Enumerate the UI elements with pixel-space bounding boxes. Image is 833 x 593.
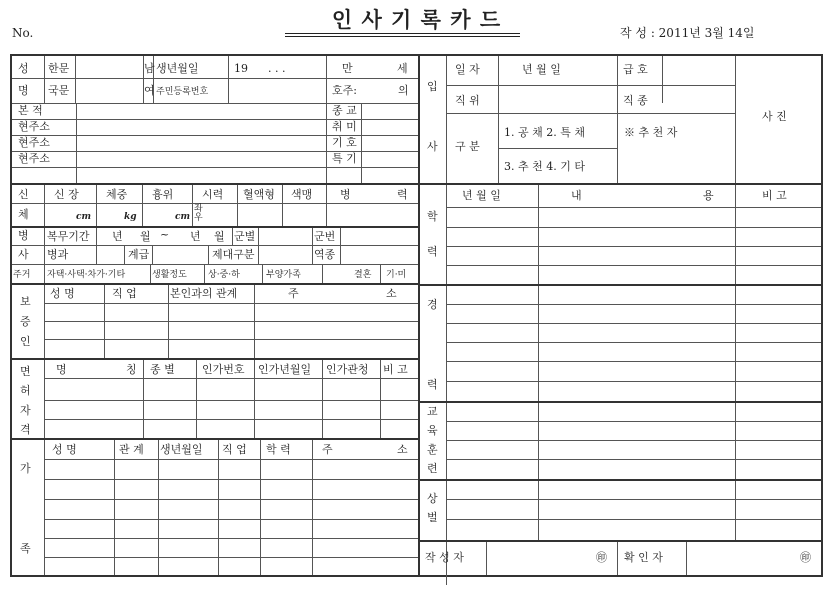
confirmer-seal: ㊞ bbox=[800, 551, 811, 564]
family-address-header-2: 소 bbox=[397, 443, 408, 456]
guarantor-label-1: 보 bbox=[20, 295, 31, 308]
license-office-header: 인가관청 bbox=[326, 363, 369, 376]
document-number-label: No. bbox=[12, 26, 34, 40]
disease-label: 병 bbox=[340, 188, 351, 201]
hanmun-label: 한문 bbox=[48, 62, 70, 75]
title-underline bbox=[285, 33, 520, 34]
confirmer-label: 확 인 자 bbox=[624, 551, 663, 564]
body-label-2: 체 bbox=[18, 208, 29, 221]
training-label-1: 교 bbox=[427, 405, 438, 418]
name-gukmun-field[interactable] bbox=[76, 84, 142, 100]
family-address-header: 주 bbox=[322, 443, 333, 456]
military-label-2: 사 bbox=[18, 248, 29, 261]
license-type-header: 종 별 bbox=[150, 363, 175, 376]
origin-label: 본 적 bbox=[18, 104, 43, 117]
guarantor-relation-header: 본인과의 관계 bbox=[170, 287, 238, 300]
address-label-3: 현주소 bbox=[18, 152, 50, 165]
career-label: 경 bbox=[427, 298, 438, 311]
training-label-3: 훈 bbox=[427, 443, 438, 456]
weight-label: 체중 bbox=[106, 188, 128, 201]
grade-label: 급 호 bbox=[623, 63, 648, 76]
entry-date-value: 년 월 일 bbox=[522, 63, 561, 76]
award-label: 상 bbox=[427, 492, 438, 505]
entry-label-2: 사 bbox=[427, 140, 438, 153]
preference-label: 기 호 bbox=[332, 136, 357, 149]
religion-label: 종 교 bbox=[332, 104, 357, 117]
license-label-2: 허 bbox=[20, 384, 31, 397]
family-edu-header: 학 력 bbox=[266, 443, 291, 456]
height-unit: cm bbox=[76, 212, 92, 222]
address-label-2: 현주소 bbox=[18, 136, 50, 149]
guarantor-label-3: 인 bbox=[20, 335, 31, 348]
license-note-header: 비 고 bbox=[383, 363, 408, 376]
marriage-options: 기·미 bbox=[386, 270, 407, 280]
license-label-1: 면 bbox=[20, 365, 31, 378]
period-month-2: 월 bbox=[214, 230, 225, 243]
discharge-label: 제대구분 bbox=[212, 248, 255, 261]
title-underline-2 bbox=[285, 36, 520, 37]
weight-unit: kg bbox=[124, 212, 137, 222]
vision-label: 시력 bbox=[202, 188, 224, 201]
period-tilde: ~ bbox=[160, 228, 170, 241]
guarantor-name-header: 성 명 bbox=[50, 287, 75, 300]
living-levels: 상·중·하 bbox=[208, 270, 240, 280]
entry-label: 입 bbox=[427, 80, 438, 93]
household-unit: 의 bbox=[398, 84, 409, 97]
service-type-label: 역종 bbox=[314, 248, 336, 261]
period-month-1: 월 bbox=[140, 230, 151, 243]
disease-unit: 력 bbox=[397, 188, 408, 201]
training-label-4: 련 bbox=[427, 462, 438, 475]
family-name-header: 성 명 bbox=[52, 443, 77, 456]
name-label-2: 명 bbox=[18, 84, 29, 97]
license-label-4: 격 bbox=[20, 423, 31, 436]
education-date-header: 년 월 일 bbox=[462, 189, 501, 202]
service-number-label: 군번 bbox=[314, 230, 336, 243]
military-label: 병 bbox=[18, 229, 29, 242]
guarantor-job-header: 직 업 bbox=[112, 287, 137, 300]
job-kind-label: 직 종 bbox=[623, 94, 648, 107]
gukmun-label: 국문 bbox=[48, 84, 70, 97]
residence-types: 자택·사택·차가·기타 bbox=[47, 270, 126, 280]
family-job-header: 직 업 bbox=[222, 443, 247, 456]
page-title: 인 사 기 록 카 드 bbox=[331, 7, 502, 32]
chest-label: 흉위 bbox=[152, 188, 174, 201]
recommender-label: ※ 추 천 자 bbox=[624, 126, 678, 139]
category-options-1: 1. 공 채 2. 특 채 bbox=[504, 126, 585, 139]
left-right-label: 좌 bbox=[194, 204, 203, 214]
color-blind-label: 색맹 bbox=[291, 188, 313, 201]
education-label-2: 력 bbox=[427, 245, 438, 258]
license-number-header: 인가번호 bbox=[202, 363, 245, 376]
military-branch-label: 군별 bbox=[234, 230, 256, 243]
body-label: 신 bbox=[18, 188, 29, 201]
family-label-2: 족 bbox=[20, 542, 31, 555]
residence-label: 주거 bbox=[13, 270, 31, 280]
guarantor-address-header: 주 bbox=[288, 287, 299, 300]
talent-label: 특 기 bbox=[332, 152, 357, 165]
license-name-header: 명 bbox=[56, 363, 67, 376]
training-label-2: 육 bbox=[427, 424, 438, 437]
address-label: 현주소 bbox=[18, 120, 50, 133]
education-content-header-2: 용 bbox=[703, 189, 714, 202]
age-unit: 세 bbox=[397, 62, 408, 75]
marriage-label: 결혼 bbox=[354, 270, 372, 280]
guarantor-address-header-2: 소 bbox=[386, 287, 397, 300]
chest-unit: cm bbox=[175, 212, 191, 222]
writer-label: 작 성 자 bbox=[425, 551, 464, 564]
family-birth-header: 생년월일 bbox=[160, 443, 203, 456]
name-label: 성 bbox=[18, 62, 29, 75]
household-label: 호주: bbox=[332, 84, 357, 97]
left-right-label-2: 우 bbox=[194, 213, 203, 223]
license-name-header-2: 칭 bbox=[126, 363, 137, 376]
award-label-2: 벌 bbox=[427, 511, 438, 524]
birth-dots: . . . bbox=[268, 62, 286, 75]
period-year-2: 년 bbox=[190, 230, 201, 243]
position-label: 직 위 bbox=[455, 94, 480, 107]
age-label: 만 bbox=[342, 62, 353, 75]
service-period-label: 복무기간 bbox=[47, 230, 90, 243]
dependents-label: 부양가족 bbox=[266, 270, 301, 280]
guarantor-label-2: 증 bbox=[20, 315, 31, 328]
rank-label: 계급 bbox=[128, 248, 150, 261]
height-label: 신 장 bbox=[54, 188, 79, 201]
female-label: 여 bbox=[144, 84, 155, 97]
career-label-2: 력 bbox=[427, 378, 438, 391]
birth-year: 19 bbox=[234, 62, 248, 75]
writer-seal: ㊞ bbox=[596, 551, 607, 564]
education-content-header: 내 bbox=[571, 189, 582, 202]
category-options-2: 3. 추 천 4. 기 타 bbox=[504, 160, 585, 173]
period-year-1: 년 bbox=[112, 230, 123, 243]
family-relation-header: 관 계 bbox=[119, 443, 144, 456]
license-date-header: 인가년월일 bbox=[258, 363, 312, 376]
corps-label: 병과 bbox=[47, 248, 69, 261]
living-level-label: 생활정도 bbox=[152, 270, 187, 280]
category-label: 구 분 bbox=[455, 140, 480, 153]
birth-label: 생년월일 bbox=[156, 62, 199, 75]
id-number-label: 주민등록번호 bbox=[156, 87, 209, 97]
photo-label: 사 진 bbox=[762, 110, 787, 123]
hobby-label: 취 미 bbox=[332, 120, 357, 133]
male-label: 남 bbox=[144, 62, 155, 75]
entry-date-label: 일 자 bbox=[455, 63, 480, 76]
family-label: 가 bbox=[20, 462, 31, 475]
license-label-3: 자 bbox=[20, 404, 31, 417]
name-hanmun-field[interactable] bbox=[76, 60, 142, 76]
education-note-header: 비 고 bbox=[762, 189, 787, 202]
blood-type-label: 혈액형 bbox=[243, 188, 275, 201]
written-date: 작 성 : 2011년 3월 14일 bbox=[620, 26, 755, 40]
education-label: 학 bbox=[427, 210, 438, 223]
